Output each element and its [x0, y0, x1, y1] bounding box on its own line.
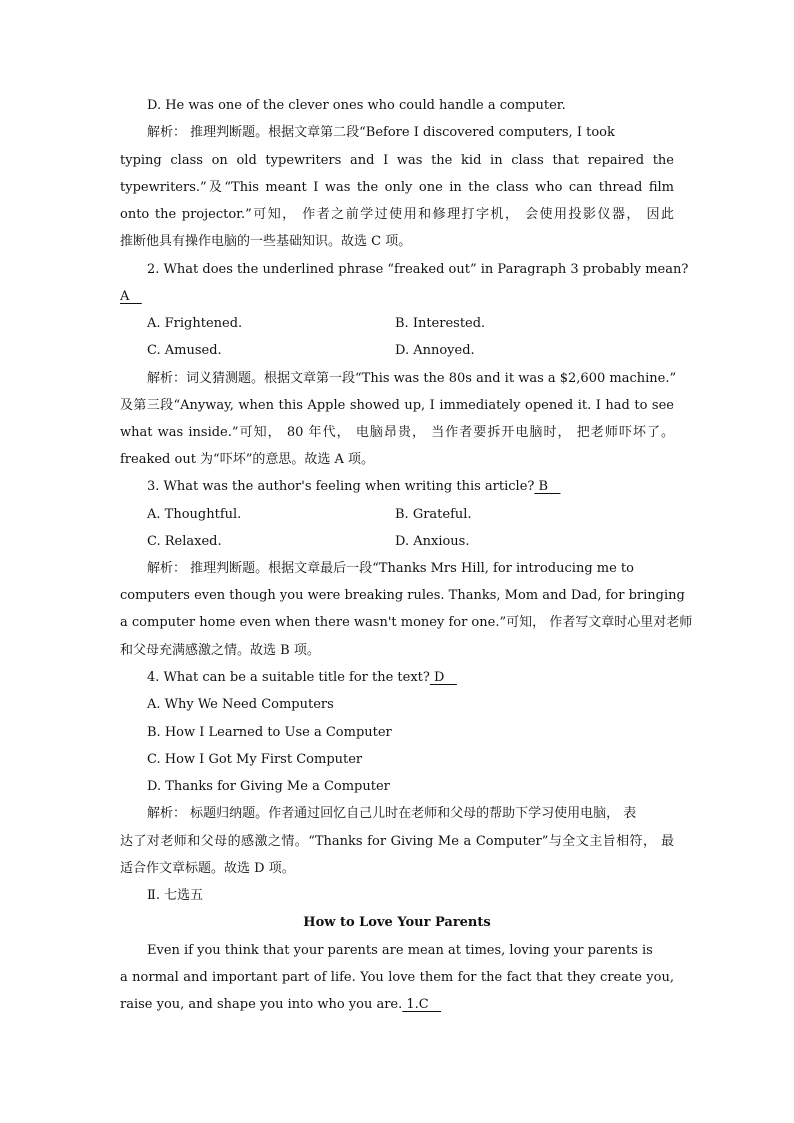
- question-4-stem: [147, 669, 457, 687]
- analysis-2-line-1: 解析：词义猜测题。根据文章第一段“This was the 80s and it was a $2,600 machine.”: [147, 371, 677, 386]
- question-4-text: 4. What can be a suitable title for the text?: [147, 670, 430, 685]
- question-3-option-d: D. Anxious.: [395, 534, 470, 549]
- passage-title: How to Love Your Parents: [303, 915, 491, 930]
- question-2-option-b: B. Interested.: [395, 316, 486, 331]
- analysis-4-line-3: 适合作文章标题。故选 D 项。: [120, 861, 295, 876]
- analysis-4-line-1: 解析： 标题归纳题。作者通过回忆自己儿时在老师和父母的帮助下学习使用电脑， 表: [147, 806, 637, 821]
- question-3-option-c: C. Relaxed.: [147, 534, 222, 549]
- analysis-3-line-2: computers even though you were breaking rules. Thanks, Mom and Dad, for bringing: [120, 588, 685, 603]
- section-heading: Ⅱ. 七选五: [147, 888, 204, 903]
- analysis-3-line-3: a computer home even when there wasn't money for one.”可知， 作者写文章时心里对老师: [120, 615, 693, 630]
- analysis-2-line-2: 及第三段“Anyway, when this Apple showed up, I immediately opened it. I had to see: [120, 398, 674, 413]
- question-2-option-a: A. Frightened.: [147, 316, 243, 331]
- question-3-stem: [147, 478, 560, 496]
- question-2-stem: 2. What does the underlined phrase “freaked out” in Paragraph 3 probably mean?: [147, 262, 689, 277]
- passage-line-1: Even if you think that your parents are mean at times, loving your parents is: [147, 943, 653, 958]
- question-3-text: 3. What was the author's feeling when writing this article?: [147, 479, 535, 494]
- question-3-option-a: A. Thoughtful.: [147, 507, 242, 522]
- analysis-1-line-3: typewriters.”及“This meant I was the only one in the class who can thread film: [120, 180, 674, 195]
- question-4-option-a: A. Why We Need Computers: [147, 697, 334, 712]
- question-2-option-c: C. Amused.: [147, 343, 222, 358]
- passage-line-2: a normal and important part of life. You love them for the fact that they create you,: [120, 970, 674, 985]
- answer-blank: A: [120, 289, 142, 304]
- question-3-option-b: B. Grateful.: [395, 507, 472, 522]
- analysis-2-line-3: what was inside.”可知， 80 年代， 电脑昂贵， 当作者要拆开电脑时， 把老师吓坏了。: [120, 425, 674, 440]
- question-2-option-d: D. Annoyed.: [395, 343, 475, 358]
- analysis-1-line-5: 推断他具有操作电脑的一些基础知识。故选 C 项。: [120, 234, 412, 249]
- analysis-3-line-1: 解析： 推理判断题。根据文章最后一段“Thanks Mrs Hill, for introducing me to: [147, 561, 634, 576]
- answer-blank: B: [534, 479, 561, 494]
- analysis-1-line-2: typing class on old typewriters and I was the kid in class that repaired the: [120, 153, 674, 168]
- analysis-1-line-1: 解析： 推理判断题。根据文章第二段“Before I discovered computers, I took: [147, 125, 615, 140]
- analysis-4-line-2: 达了对老师和父母的感激之情。“Thanks for Giving Me a Computer”与全文主旨相符， 最: [120, 834, 674, 849]
- question-4-option-d: D. Thanks for Giving Me a Computer: [147, 779, 390, 794]
- analysis-3-line-4: 和父母充满感激之情。故选 B 项。: [120, 643, 320, 658]
- answer-blank: D: [429, 670, 457, 685]
- question-2-answer: [120, 288, 142, 306]
- passage-line-3: [120, 996, 441, 1014]
- question-4-option-c: C. How I Got My First Computer: [147, 752, 363, 767]
- analysis-2-line-4: freaked out 为“吓坏”的意思。故选 A 项。: [120, 452, 374, 467]
- answer-blank: 1.C: [402, 997, 442, 1012]
- question-4-option-b: B. How I Learned to Use a Computer: [147, 725, 392, 740]
- passage-line-3-text: raise you, and shape you into who you are.: [120, 997, 403, 1012]
- analysis-1-line-4: onto the projector.”可知， 作者之前学过使用和修理打字机， 会使用投影仪器， 因此: [120, 207, 674, 222]
- question-1-option-d: D. He was one of the clever ones who could handle a computer.: [147, 98, 566, 113]
